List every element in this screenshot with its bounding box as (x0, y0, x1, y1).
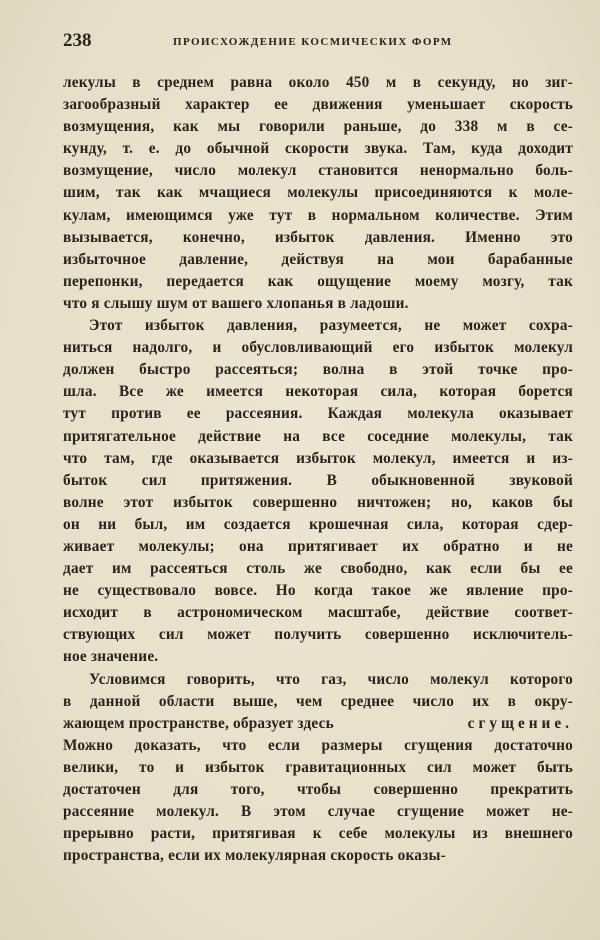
text-line: что там, где оказывается избыток молекул, имеется и из- (63, 449, 573, 467)
text-line: пространства, если их молекулярная скорость оказы- (63, 847, 446, 865)
paragraph-2 (63, 315, 573, 669)
page-header (63, 30, 573, 54)
text-line: в данной области выше, чем среднее число их в окру- (63, 692, 573, 710)
text-line: не существовало вовсе. Но когда такое же явление про- (63, 582, 573, 600)
text-line: прерывно расти, притягивая к себе молекулы из внешнего (63, 825, 573, 843)
text-line: возмущение, число молекул становится ненормально боль- (63, 162, 573, 180)
text-line: кунду, т. е. до обычной скорости звука. Там, куда доходит (63, 140, 573, 158)
text-line: притягательное действие на все соседние молекулы, так (63, 427, 573, 445)
text-line: Этот избыток давления, разумеется, не может сохра- (89, 317, 573, 335)
text-line: рассеяние молекул. В этом случае сгущение может не- (63, 803, 573, 821)
text-line: достаточен для того, чтобы совершенно прекратить (63, 781, 573, 798)
paragraph-1 (63, 72, 573, 315)
text-line: исходит в астрономическом масштабе, действие соответ- (63, 604, 573, 622)
text-line: должен быстро рассеяться; волна в этой точке про- (63, 361, 573, 379)
running-title: ПРОИСХОЖДЕНИЕ КОСМИЧЕСКИХ ФОРМ (173, 36, 453, 48)
text-line: возмущения, как мы говорили раньше, до 338 м в се- (63, 118, 573, 136)
text-line (63, 713, 573, 735)
text-line: ное значение. (63, 648, 159, 666)
text-line: ниться надолго, и обусловливающий его избыток молекул (63, 339, 573, 357)
text-line: дает им рассеяться столь же свободно, как если бы ее (63, 560, 573, 578)
text-line: кулам, имеющимся уже тут в нормальном количестве. Этим (63, 206, 573, 224)
text-line: Условимся говорить, что газ, число молекул которого (89, 670, 573, 688)
page-number: 238 (63, 30, 92, 51)
text-line: он ни был, им создается крошечная сила, которая сдер- (63, 515, 573, 533)
text-line: перепонки, передается как ощущение моему мозгу, так (63, 272, 573, 290)
text-line-part: жающем пространстве, образует здесь (63, 714, 334, 732)
text-line: лекулы в среднем равна около 450 м в секунду, но зиг- (63, 74, 573, 91)
text-line: волне этот избыток совершенно ничтожен; но, каков бы (63, 493, 573, 511)
text-line: ствующих сил может получить совершенно исключитель- (63, 626, 573, 644)
text-line: тут против ее рассеяния. Каждая молекула оказывает (63, 405, 573, 423)
paragraph-3 (63, 669, 573, 868)
page-body (63, 72, 573, 867)
text-line: вызывается, конечно, избыток давления. Именно это (63, 228, 573, 246)
text-line: загообразный характер ее движения уменьшает скорость (63, 96, 573, 114)
text-line: велики, то и избыток гравитационных сил может быть (63, 758, 573, 776)
text-line: живает молекулы; она притягивает их обратно и не (63, 537, 573, 555)
emphasized-term: сгущение. (467, 714, 573, 732)
text-line: что я слышу шум от вашего хлопанья в ладоши. (63, 294, 409, 312)
text-line: Можно доказать, что если размеры сгущения достаточно (63, 736, 573, 754)
text-line: избыточное давление, действуя на мои барабанные (63, 250, 573, 268)
text-line: шла. Все же имеется некоторая сила, которая борется (63, 383, 573, 401)
text-line: быток сил притяжения. В обыкновенной звуковой (63, 471, 573, 489)
text-line: шим, так как мчащиеся молекулы присоединяются к моле- (63, 184, 573, 202)
